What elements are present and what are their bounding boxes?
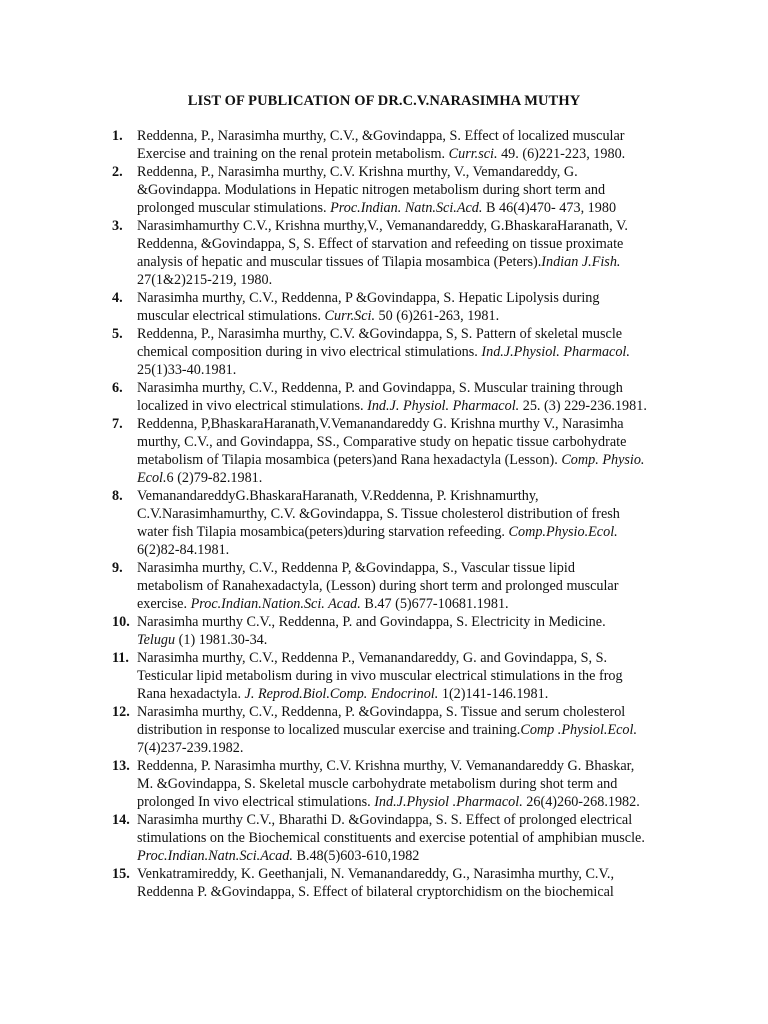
citation-text: Narasimha murthy, C.V., Reddenna P, &Govindappa, S., Vascular tissue lipid <box>137 560 575 576</box>
citation-text: B.47 (5)677-10681.1981. <box>360 596 509 612</box>
journal-name: Curr.sci. <box>448 146 498 162</box>
citation-text: 6 (2)79-82.1981. <box>166 470 263 486</box>
publication-text <box>137 703 685 757</box>
publication-line <box>137 469 685 487</box>
journal-name: Ecol. <box>137 470 167 486</box>
publication-text <box>137 217 685 289</box>
citation-text: Narasimha murthy C.V., Reddenna, P. and Govindappa, S. Electricity in Medicine. <box>137 614 606 630</box>
publication-line <box>137 145 685 163</box>
publication-line <box>137 649 685 667</box>
publication-line <box>137 415 685 433</box>
publication-number: 13. <box>112 758 130 774</box>
publication-text <box>137 649 685 703</box>
publication-line <box>137 199 685 217</box>
citation-text: stimulations on the Biochemical constituents and exercise potential of amphibian muscle. <box>137 830 645 846</box>
publication-line <box>137 235 685 253</box>
publication-item <box>0 811 685 865</box>
citation-text: chemical composition during in vivo electrical stimulations. <box>137 344 482 360</box>
publication-line <box>137 505 685 523</box>
publication-line <box>137 847 685 865</box>
citation-text: water fish Tilapia mosambica(peters)during starvation refeeding. <box>137 524 509 540</box>
citation-text: M. &Govindappa, S. Skeletal muscle carbohydrate metabolism during shot term and <box>137 776 618 792</box>
citation-text: 25. (3) 229-236.1981. <box>519 398 647 414</box>
publication-line <box>137 577 685 595</box>
citation-text: murthy, C.V., and Govindappa, SS., Comparative study on hepatic tissue carbohydrate <box>137 434 627 450</box>
citation-text: (1) 1981.30-34. <box>175 632 268 648</box>
publication-line <box>137 217 685 235</box>
publication-number: 2. <box>112 164 123 180</box>
publication-item <box>0 325 685 379</box>
publication-number: 14. <box>112 812 130 828</box>
publication-number: 10. <box>112 614 130 630</box>
publication-line <box>137 397 685 415</box>
publication-number: 8. <box>112 488 123 504</box>
citation-text: Narasimha murthy, C.V., Reddenna, P. &Govindappa, S. Tissue and serum cholesterol <box>137 704 626 720</box>
publication-text <box>137 415 685 487</box>
publication-line <box>137 739 685 757</box>
publication-text <box>137 163 685 217</box>
citation-text: Narasimha murthy C.V., Bharathi D. &Govindappa, S. S. Effect of prolonged electrical <box>137 812 633 828</box>
citation-text: Narasimhamurthy C.V., Krishna murthy,V., Vemanandareddy, G.BhaskaraHaranath, V. <box>137 218 628 234</box>
publication-text <box>137 379 685 415</box>
publication-line <box>137 883 685 901</box>
publication-line <box>137 451 685 469</box>
citation-text: Narasimha murthy, C.V., Reddenna P., Vemanandareddy, G. and Govindappa, S, S. <box>137 650 608 666</box>
publication-item <box>0 757 685 811</box>
citation-text: 50 (6)261-263, 1981. <box>375 308 500 324</box>
publication-line <box>137 181 685 199</box>
journal-name: Comp .Physiol.Ecol. <box>520 722 637 738</box>
publication-line <box>137 811 685 829</box>
publication-line <box>137 757 685 775</box>
citation-text: 27(1&2)215-219, 1980. <box>137 272 273 288</box>
publication-line <box>137 793 685 811</box>
publication-line <box>137 127 685 145</box>
publication-number: 6. <box>112 380 123 396</box>
publication-item <box>0 127 685 163</box>
citation-text: muscular electrical stimulations. <box>137 308 325 324</box>
publication-line <box>137 685 685 703</box>
citation-text: prolonged In vivo electrical stimulations. <box>137 794 375 810</box>
publication-item <box>0 865 685 901</box>
citation-text: 49. (6)221-223, 1980. <box>497 146 626 162</box>
publication-item <box>0 217 685 289</box>
publication-text <box>137 487 685 559</box>
citation-text: prolonged muscular stimulations. <box>137 200 331 216</box>
publication-line <box>137 271 685 289</box>
citation-text: analysis of hepatic and muscular tissues of Tilapia mosambica (Peters). <box>137 254 542 270</box>
publication-number: 15. <box>112 866 130 882</box>
publication-line <box>137 613 685 631</box>
citation-text: Testicular lipid metabolism during in vivo muscular electrical stimulations in the frog <box>137 668 623 684</box>
publication-line <box>137 523 685 541</box>
citation-text: distribution in response to localized muscular exercise and training. <box>137 722 521 738</box>
journal-name: Comp.Physio.Ecol. <box>508 524 618 540</box>
publication-line <box>137 289 685 307</box>
publication-number: 1. <box>112 128 123 144</box>
citation-text: 25(1)33-40.1981. <box>137 362 237 378</box>
publication-line <box>137 541 685 559</box>
publication-list <box>0 127 685 901</box>
publication-number: 7. <box>112 416 123 432</box>
citation-text: Reddenna, P., Narasimha murthy, C.V. Krishna murthy, V., Vemandareddy, G. <box>137 164 578 180</box>
publication-number: 12. <box>112 704 130 720</box>
publication-number: 9. <box>112 560 123 576</box>
citation-text: B 46(4)470- 473, 1980 <box>482 200 617 216</box>
citation-text: Reddenna, P., Narasimha murthy, C.V., &Govindappa, S. Effect of localized muscular <box>137 128 625 144</box>
citation-text: metabolism of Ranahexadactyla, (Lesson) during short term and prolonged muscular <box>137 578 619 594</box>
publication-text <box>137 811 685 865</box>
citation-text: &Govindappa. Modulations in Hepatic nitrogen metabolism during short term and <box>137 182 606 198</box>
publication-number: 11. <box>112 650 129 666</box>
publication-line <box>137 163 685 181</box>
citation-text: 26(4)260-268.1982. <box>522 794 640 810</box>
citation-text: C.V.Narasimhamurthy, C.V. &Govindappa, S. Tissue cholesterol distribution of fresh <box>137 506 620 522</box>
publication-text <box>137 613 685 649</box>
publication-item <box>0 703 685 757</box>
publication-line <box>137 487 685 505</box>
publication-item <box>0 163 685 217</box>
publication-item <box>0 379 685 415</box>
citation-text: B.48(5)603-610,1982 <box>292 848 420 864</box>
publication-line <box>137 865 685 883</box>
publication-item <box>0 649 685 703</box>
publication-text <box>137 865 685 901</box>
journal-name: J. Reprod.Biol.Comp. Endocrinol. <box>244 686 439 702</box>
citation-text: Reddenna P. &Govindappa, S. Effect of bilateral cryptorchidism on the biochemical <box>137 884 614 900</box>
publication-number: 3. <box>112 218 123 234</box>
publication-line <box>137 775 685 793</box>
publication-item <box>0 289 685 325</box>
citation-text: Rana hexadactyla. <box>137 686 245 702</box>
publication-line <box>137 253 685 271</box>
publication-line <box>137 361 685 379</box>
citation-text: Narasimha murthy, C.V., Reddenna, P. and Govindappa, S. Muscular training through <box>137 380 623 396</box>
citation-text: 6(2)82-84.1981. <box>137 542 230 558</box>
citation-text: Narasimha murthy, C.V., Reddenna, P &Govindappa, S. Hepatic Lipolysis during <box>137 290 600 306</box>
publication-line <box>137 703 685 721</box>
publication-line <box>137 667 685 685</box>
journal-name: Proc.Indian.Nation.Sci. Acad. <box>190 596 361 612</box>
citation-text: Venkatramireddy, K. Geethanjali, N. Vemanandareddy, G., Narasimha murthy, C.V., <box>137 866 614 882</box>
publication-item <box>0 613 685 649</box>
citation-text: Exercise and training on the renal protein metabolism. <box>137 146 449 162</box>
citation-text: Reddenna, P,BhaskaraHaranath,V.Vemanandareddy G. Krishna murthy V., Narasimha <box>137 416 624 432</box>
publication-line <box>137 721 685 739</box>
journal-name: Indian J.Fish. <box>541 254 621 270</box>
publication-line <box>137 559 685 577</box>
publication-text <box>137 559 685 613</box>
publication-number: 5. <box>112 326 123 342</box>
citation-text: 1(2)141-146.1981. <box>438 686 549 702</box>
citation-text: localized in vivo electrical stimulations. <box>137 398 368 414</box>
journal-name: Curr.Sci. <box>324 308 375 324</box>
publication-line <box>137 631 685 649</box>
citation-text: 7(4)237-239.1982. <box>137 740 244 756</box>
publication-line <box>137 595 685 613</box>
citation-text: Reddenna, P. Narasimha murthy, C.V. Krishna murthy, V. Vemanandareddy G. Bhaskar, <box>137 758 635 774</box>
publication-text <box>137 289 685 325</box>
publication-item <box>0 487 685 559</box>
citation-text: metabolism of Tilapia mosambica (peters)and Rana hexadactyla (Lesson). <box>137 452 562 468</box>
journal-name: Comp. Physio. <box>561 452 645 468</box>
publication-item <box>0 559 685 613</box>
citation-text: exercise. <box>137 596 191 612</box>
journal-name: Telugu <box>137 632 176 648</box>
publication-line <box>137 379 685 397</box>
citation-text: Reddenna, &Govindappa, S, S. Effect of starvation and refeeding on tissue proximate <box>137 236 624 252</box>
journal-name: Ind.J. Physiol. Pharmacol. <box>367 398 520 414</box>
page-title: LIST OF PUBLICATION OF DR.C.V.NARASIMHA MUTHY <box>187 93 581 109</box>
publication-line <box>137 325 685 343</box>
publication-line <box>137 307 685 325</box>
publication-text <box>137 325 685 379</box>
publication-text <box>137 127 685 163</box>
publication-line <box>137 433 685 451</box>
journal-name: Ind.J.Physiol. Pharmacol. <box>481 344 630 360</box>
publication-line <box>137 829 685 847</box>
publication-line <box>137 343 685 361</box>
journal-name: Proc.Indian.Natn.Sci.Acad. <box>137 848 293 864</box>
journal-name: Proc.Indian. Natn.Sci.Acd. <box>330 200 483 216</box>
publication-item <box>0 415 685 487</box>
citation-text: Reddenna, P., Narasimha murthy, C.V. &Govindappa, S, S. Pattern of skeletal muscle <box>137 326 623 342</box>
journal-name: Ind.J.Physiol .Pharmacol. <box>374 794 523 810</box>
publication-text <box>137 757 685 811</box>
publication-number: 4. <box>112 290 123 306</box>
citation-text: VemanandareddyG.BhaskaraHaranath, V.Reddenna, P. Krishnamurthy, <box>137 488 539 504</box>
